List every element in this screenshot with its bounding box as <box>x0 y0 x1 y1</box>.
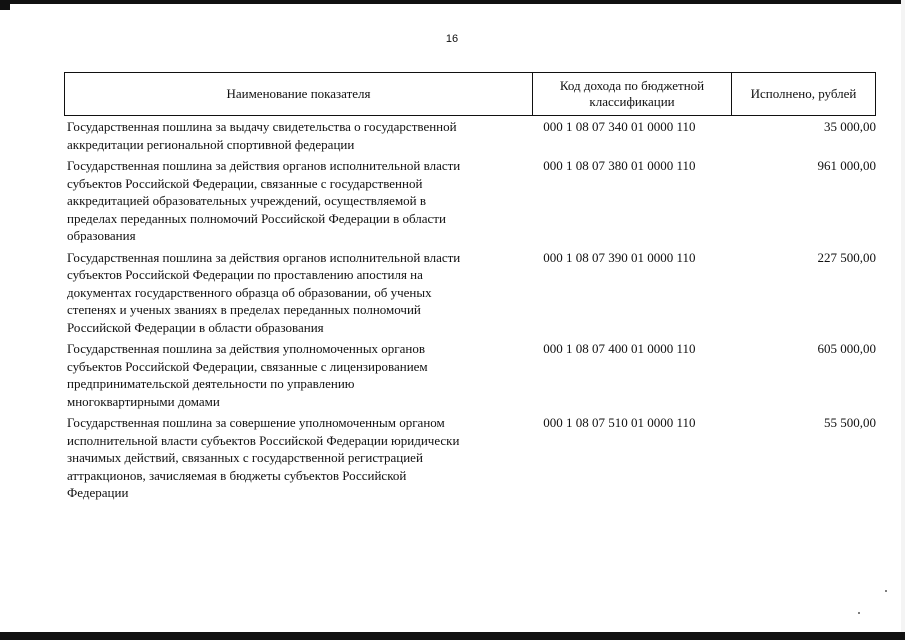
scan-speck <box>858 612 860 614</box>
scan-corner-mark <box>0 0 10 10</box>
row-executed-amount: 35 000,00 <box>824 119 876 134</box>
table-row <box>64 157 876 245</box>
row-income-code: 000 1 08 07 510 01 0000 110 <box>543 415 696 430</box>
row-indicator-name: Государственная пошлина за выдачу свидетельства о государственной аккредитации региональной спортивной федерации <box>67 119 457 152</box>
scan-bottom-border <box>0 632 905 640</box>
page-number: 16 <box>445 33 459 45</box>
scan-speck <box>885 590 887 592</box>
header-income-code: Код дохода по бюджетной классификации <box>533 73 732 115</box>
row-executed-amount: 55 500,00 <box>824 415 876 430</box>
scan-top-border <box>8 0 905 4</box>
table-row <box>64 340 876 410</box>
row-income-code: 000 1 08 07 340 01 0000 110 <box>543 119 696 134</box>
row-income-code: 000 1 08 07 390 01 0000 110 <box>543 249 696 265</box>
table-body <box>64 118 876 506</box>
table-row <box>64 249 876 337</box>
row-income-code: 000 1 08 07 380 01 0000 110 <box>543 158 696 173</box>
row-executed-amount: 605 000,00 <box>817 341 876 356</box>
row-indicator-name: Государственная пошлина за действия органов исполнительной власти субъектов Российской Федерации, связанные с государственной аккредитацией образовательных учреждений, осуществляемой в пределах переданных полномочий Российской Федерации в области образования <box>67 158 461 243</box>
header-indicator-name: Наименование показателя <box>65 73 533 115</box>
scan-right-edge <box>901 0 905 640</box>
row-indicator-name: Государственная пошлина за действия органов исполнительной власти субъектов Российской Федерации по проставлению апостиля на документах государственного образца об образовании, об ученых степенях и ученых званиях в пределах переданных полномочий Российской Федерации в области образования <box>67 249 461 335</box>
row-income-code: 000 1 08 07 400 01 0000 110 <box>543 341 696 356</box>
row-executed-amount: 227 500,00 <box>817 249 876 265</box>
table-row <box>64 118 876 153</box>
row-indicator-name: Государственная пошлина за действия уполномоченных органов субъектов Российской Федерации, связанные с лицензированием предпринимательской деятельности по управлению многоквартирными домами <box>67 341 428 409</box>
header-executed: Исполнено, рублей <box>750 86 857 101</box>
table-header <box>64 72 876 116</box>
row-executed-amount: 961 000,00 <box>817 158 876 173</box>
row-indicator-name: Государственная пошлина за совершение уполномоченным органом исполнительной власти субъектов Российской Федерации юридически значимых действий, связанных с государственной регистрацией аттракционов, зачисляемая в бюджеты субъектов Российской Федерации <box>67 415 460 500</box>
table-row <box>64 414 876 502</box>
